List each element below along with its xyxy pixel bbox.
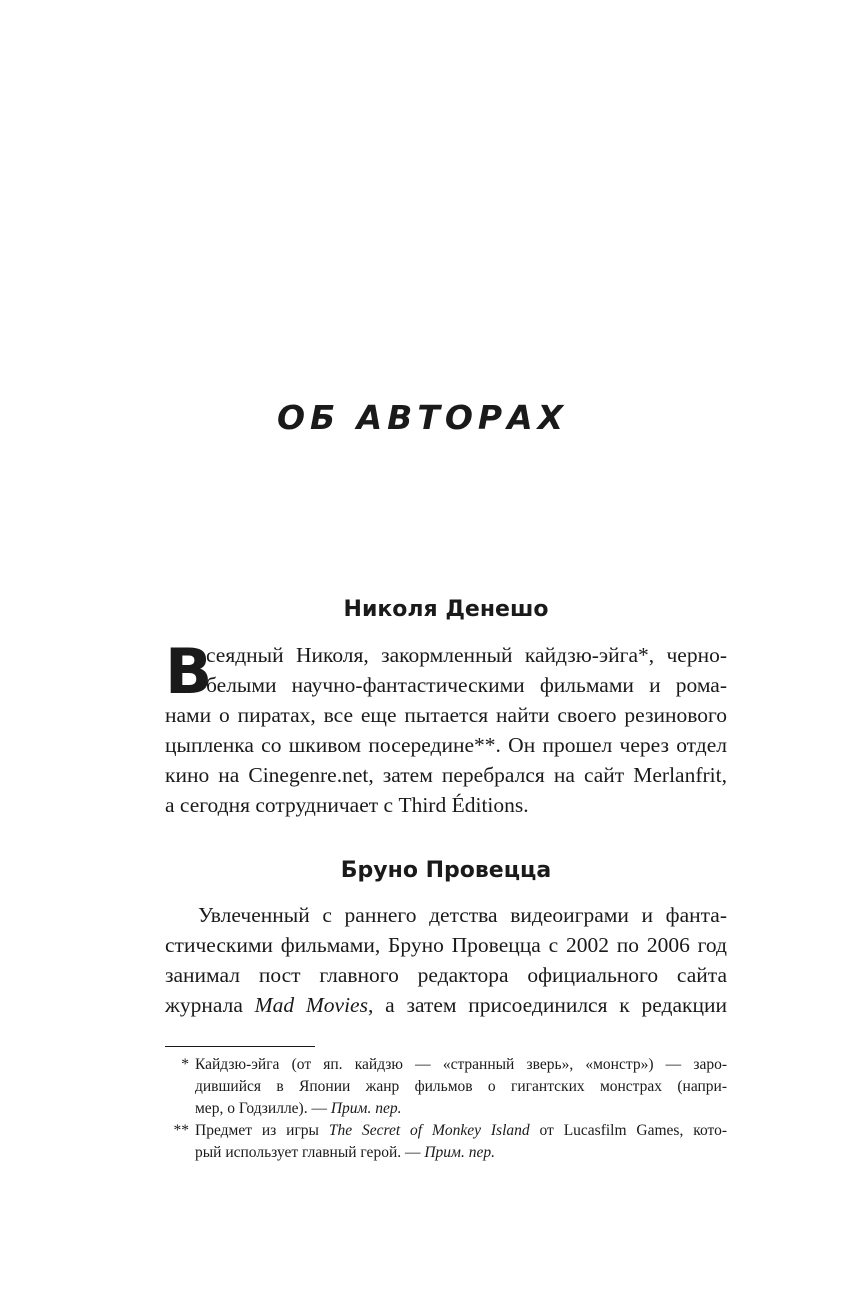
author-name-2: Бруно Провецца — [340, 858, 552, 883]
bio-line: кино на Cinegenre.net, затем перебрался на сайт Merlanfrit, — [165, 763, 727, 787]
footnote-text: от Lucasfilm Games, кото- — [529, 1122, 727, 1139]
footnote-mark: ** — [173, 1122, 189, 1139]
author-name-1: Николя Денешо — [343, 597, 549, 622]
bio-line: сеядный Николя, закормленный кайдзю-эйга*, черно- — [206, 643, 727, 667]
footnote-line: дившийся в Японии жанр фильмов о гигантских монстрах (напри- — [195, 1078, 727, 1095]
bio-line: Увлеченный с раннего детства видеоиграми и фанта- — [198, 903, 727, 927]
footnote-line — [195, 1142, 727, 1164]
footnote-text: Предмет из игры — [195, 1122, 329, 1139]
footnote-mark: * — [181, 1056, 189, 1073]
footnotes — [165, 1054, 727, 1164]
author-bio-2 — [165, 900, 727, 1020]
footnote-2 — [165, 1120, 727, 1164]
bio-line: а сегодня сотрудничает с Third Éditions. — [165, 793, 529, 817]
bio-text: журнала — [165, 993, 255, 1017]
footnote-text: рый использует главный герой. — — [195, 1144, 425, 1161]
footnote-1 — [165, 1054, 727, 1120]
bio-line: цыпленка со шкивом посередине**. Он прошел через отдел — [165, 733, 727, 757]
magazine-title: Mad Movies — [254, 993, 368, 1017]
bio-line: занимал пост главного редактора официального сайта — [165, 963, 727, 987]
drop-cap-letter: В — [165, 635, 213, 708]
author-bio-1 — [165, 635, 727, 820]
bio-line: белыми научно-фантастическими фильмами и рома- — [206, 673, 727, 697]
footnote-text: мер, о Годзилле). — — [195, 1100, 331, 1117]
game-title: The Secret of Monkey Island — [328, 1122, 530, 1139]
bio-text: , а затем присоединился к редакции — [367, 993, 727, 1017]
footnote-line: Кайдзю-эйга (от яп. кайдзю — «странный зверь», «монстр») — заро- — [195, 1056, 727, 1073]
bio-line: нами о пиратах, все еще пытается найти своего резинового — [165, 703, 727, 727]
translator-note: Прим. пер. — [330, 1100, 402, 1117]
footnote-line — [195, 1098, 727, 1120]
page-title: ОБ АВТОРАХ — [276, 398, 569, 437]
bio-line — [165, 990, 727, 1020]
translator-note: Прим. пер. — [424, 1144, 495, 1161]
footnote-divider — [165, 1046, 315, 1047]
bio-line: стическими фильмами, Бруно Провецца с 2002 по 2006 год — [165, 933, 727, 957]
footnote-line — [195, 1120, 727, 1142]
dropcap-block — [165, 635, 727, 708]
